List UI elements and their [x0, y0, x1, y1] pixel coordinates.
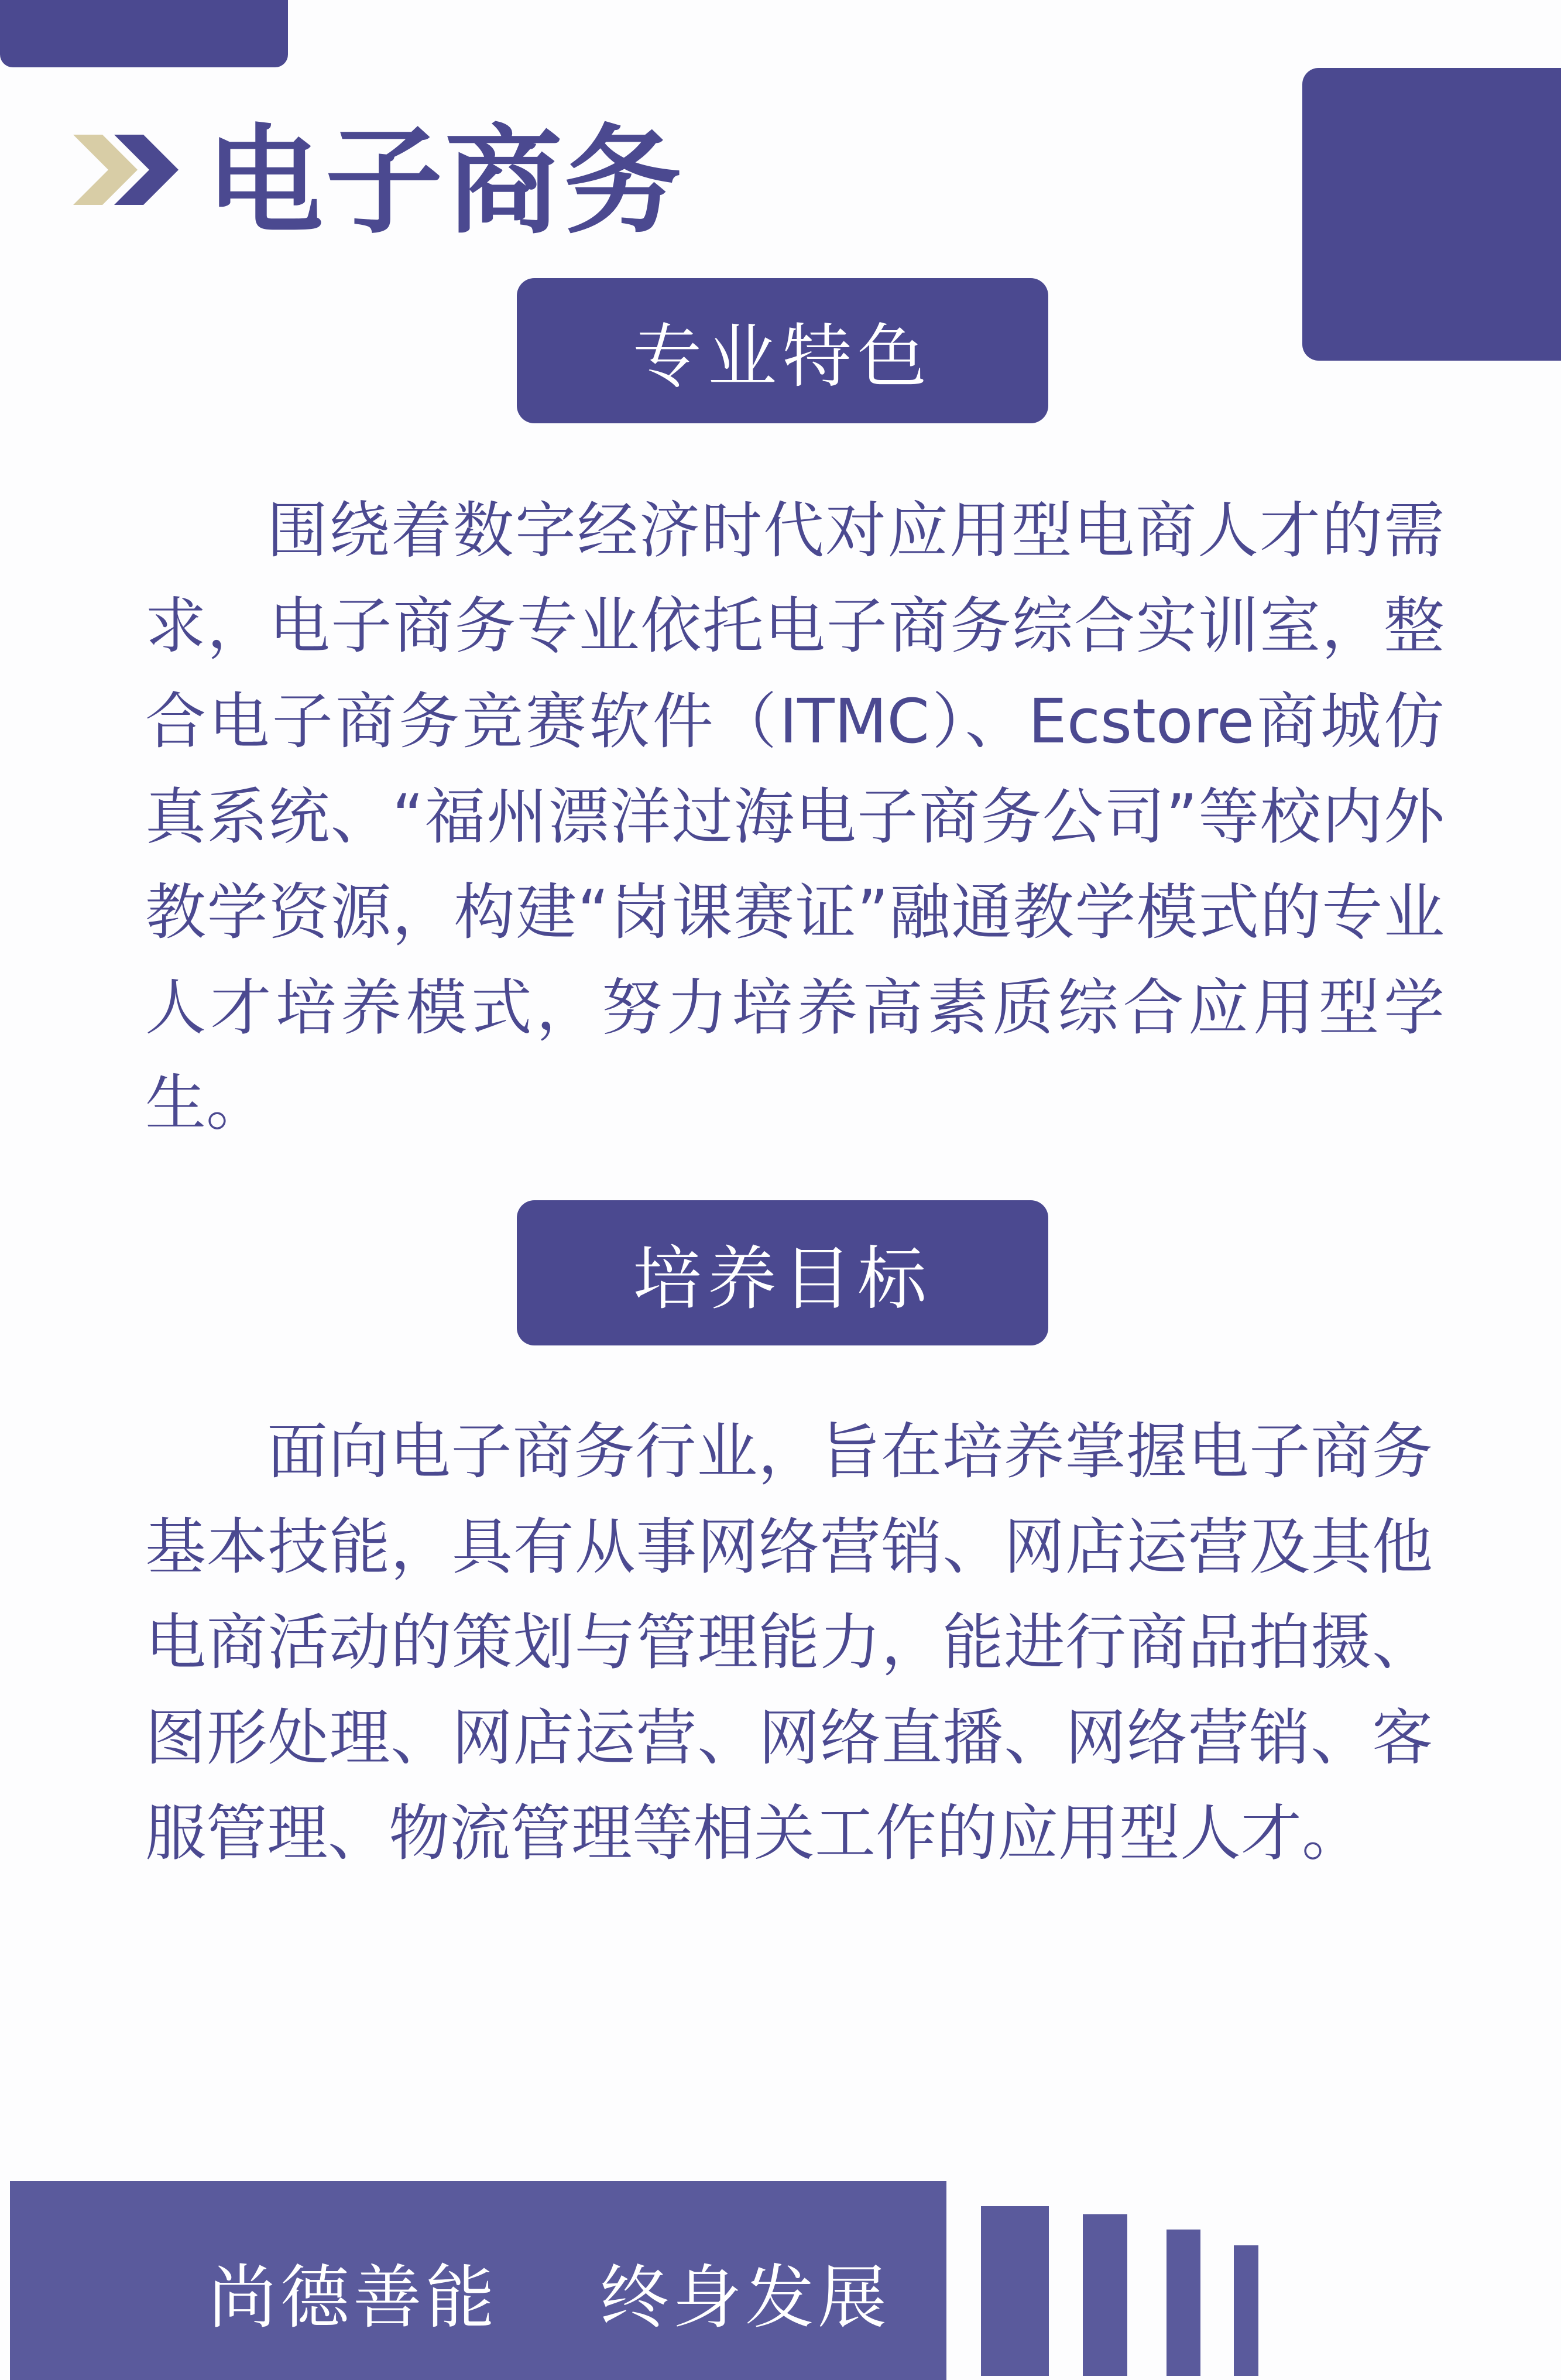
footer-bar-decoration — [1083, 2214, 1127, 2376]
section-body-goals: 面向电子商务行业，旨在培养掌握电子商务基本技能，具有从事网络营销、网店运营及其他电商活动的策划与管理能力，能进行商品拍摄、图形处理、网店运营、网络直播、网络营销、客服管理、物流管理等相关工作的应用型人才。 — [145, 1416, 1433, 1869]
footer-bar-decoration — [981, 2206, 1049, 2376]
footer-slogan: 尚德善能 终身发展 — [208, 2257, 891, 2338]
section-label-features: 专业特色 — [517, 278, 1048, 423]
top-right-decoration — [1302, 68, 1561, 361]
section-label-goals: 培养目标 — [517, 1200, 1048, 1345]
footer-bar-decoration — [1167, 2230, 1200, 2376]
top-left-decoration — [0, 0, 288, 67]
footer-bar-decoration — [1234, 2245, 1258, 2376]
double-chevron-right-icon — [73, 135, 179, 205]
page-title: 电子商务 — [206, 112, 684, 250]
section-body-features: 围绕着数字经济时代对应用型电商人才的需求，电子商务专业依托电子商务综合实训室，整合电子商务竞赛软件（ITMC）、Ecstore商城仿真系统、“福州漂洋过海电子商务公司”等校内外教学资源，构建“岗课赛证”融通教学模式的专业人才培养模式，努力培养高素质综合应用型学生。 — [145, 495, 1445, 1139]
